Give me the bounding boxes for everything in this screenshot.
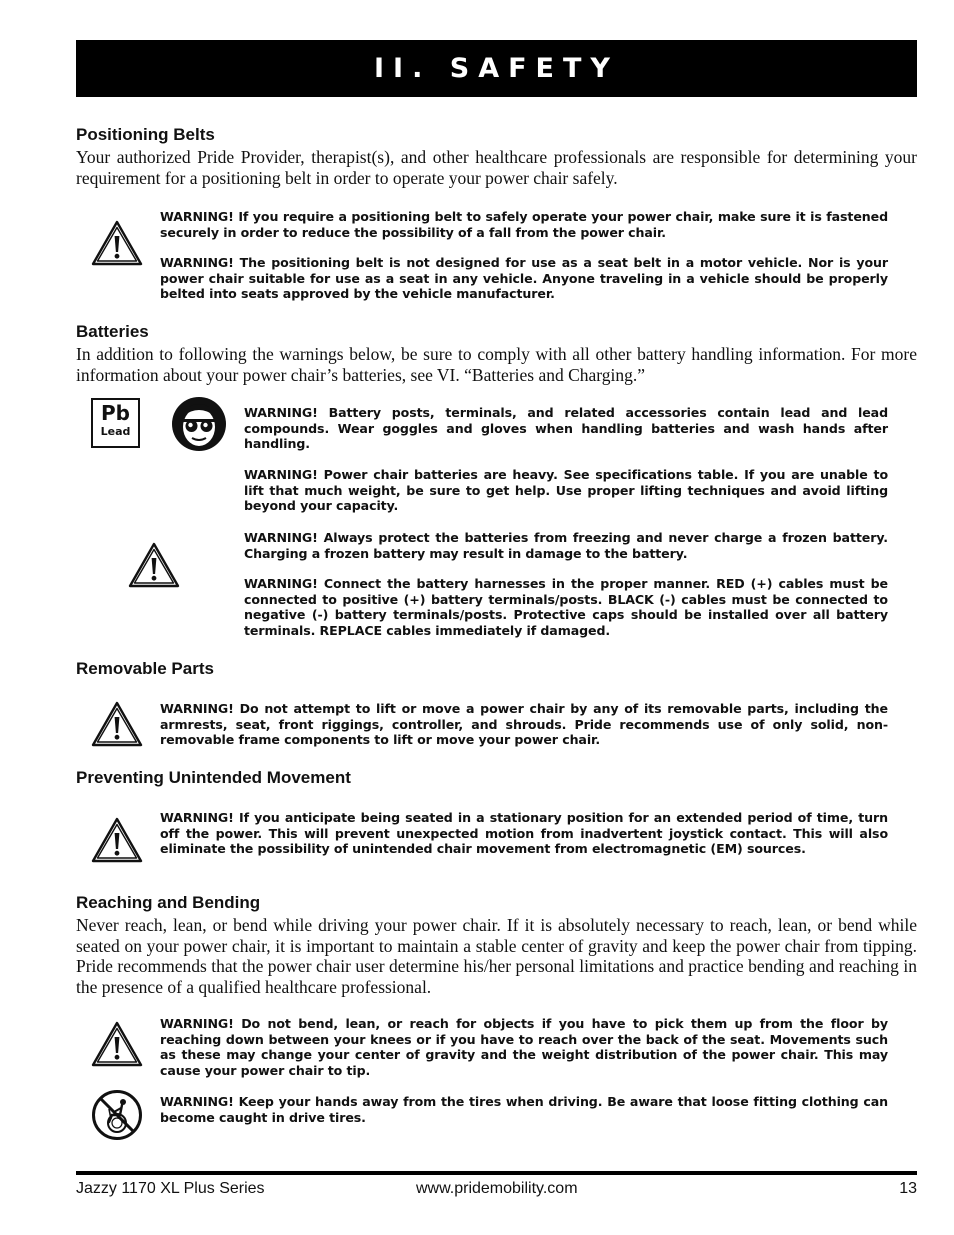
lead-pb-icon bbox=[91, 398, 140, 448]
reaching-bending-heading: Reaching and Bending bbox=[76, 893, 261, 912]
batteries-warning-4: WARNING! Connect the battery harnesses in the proper manner. RED (+) cables must be connected to positive (+) battery terminals/posts. BLACK (-) cables must be connected to negative (-) battery terminals/posts. Protective caps should be installed over all battery terminals. REPLACE cables immediately if damaged. bbox=[244, 576, 888, 638]
no-hands-near-tires-icon bbox=[91, 1089, 143, 1141]
batteries-warning-3: WARNING! Always protect the batteries from freezing and never charge a frozen battery. Charging a frozen battery may result in damage to the battery. bbox=[244, 530, 888, 561]
unintended-movement-warning-1: WARNING! If you anticipate being seated in a stationary position for an extended period of time, turn off the power. This will prevent unexpected motion from inadvertent joystick contact. This will also eliminate the possibility of unintended chair movement from electromagnetic (EM) sources. bbox=[160, 810, 888, 857]
section-title: II. SAFETY bbox=[374, 53, 619, 84]
batteries-warning-1: WARNING! Battery posts, terminals, and related accessories contain lead and lead compounds. Wear goggles and gloves when handling batteries and wash hands after handling. bbox=[244, 405, 888, 452]
batteries-heading: Batteries bbox=[76, 322, 149, 341]
warning-triangle-icon bbox=[91, 1021, 143, 1069]
warning-triangle-icon bbox=[91, 701, 143, 749]
goggles-required-icon bbox=[171, 396, 227, 452]
footer-page-number: 13 bbox=[899, 1180, 917, 1197]
lead-symbol: Pb bbox=[101, 401, 130, 425]
warning-triangle-icon bbox=[91, 220, 143, 268]
reaching-bending-body: Never reach, lean, or bend while driving your power chair. If it is absolutely necessary to reach, lean, or bend while seated on your power chair, it is important to maintain a stable center of gravity and keep the power chair from tipping. Pride recommends that the power chair user determine his/her personal limitations and practice bending and reaching in the presence of a qualified healthcare professional. bbox=[76, 915, 917, 997]
positioning-belts-warning-1: WARNING! If you require a positioning belt to safely operate your power chair, make sure it is fastened securely in order to reduce the possibility of a fall from the power chair. bbox=[160, 209, 888, 240]
positioning-belts-heading: Positioning Belts bbox=[76, 125, 215, 144]
unintended-movement-heading: Preventing Unintended Movement bbox=[76, 768, 351, 787]
batteries-warning-2: WARNING! Power chair batteries are heavy. See specifications table. If you are unable to lift that much weight, be sure to get help. Use proper lifting techniques and avoid lifting beyond your capacity. bbox=[244, 467, 888, 514]
removable-parts-heading: Removable Parts bbox=[76, 659, 214, 678]
footer-model: Jazzy 1170 XL Plus Series bbox=[76, 1180, 265, 1197]
warning-triangle-icon bbox=[91, 817, 143, 865]
lead-label: Lead bbox=[100, 425, 131, 438]
positioning-belts-body: Your authorized Pride Provider, therapist(s), and other healthcare professionals are responsible for determining your requirement for a positioning belt in order to operate your power chair safely. bbox=[76, 147, 917, 188]
footer-website: www.pridemobility.com bbox=[416, 1180, 578, 1197]
footer-rule bbox=[76, 1171, 917, 1175]
removable-parts-warning-1: WARNING! Do not attempt to lift or move a power chair by any of its removable parts, including the armrests, seat, front riggings, controller, and shrouds. Pride recommends use of only solid, non-removable frame components to lift or move your power chair. bbox=[160, 701, 888, 748]
reaching-bending-warning-1: WARNING! Do not bend, lean, or reach for objects if you have to pick them up from the floor by reaching down between your knees or if you have to reach over the back of the seat. Movements such as these may change your center of gravity and the weight distribution of the power chair. This may cause your power chair to tip. bbox=[160, 1016, 888, 1078]
section-title-banner bbox=[76, 40, 917, 97]
warning-triangle-icon bbox=[128, 542, 180, 590]
positioning-belts-warning-2: WARNING! The positioning belt is not designed for use as a seat belt in a motor vehicle. Nor is your power chair suitable for use as a seat in any vehicle. Anyone traveling in a vehicle should be properly belted into seats approved by the vehicle manufacturer. bbox=[160, 255, 888, 302]
reaching-bending-warning-2: WARNING! Keep your hands away from the tires when driving. Be aware that loose fitting clothing can become caught in drive tires. bbox=[160, 1094, 888, 1125]
batteries-body: In addition to following the warnings below, be sure to comply with all other battery handling information. For more information about your power chair’s batteries, see VI. “Batteries and Charging.” bbox=[76, 344, 917, 385]
